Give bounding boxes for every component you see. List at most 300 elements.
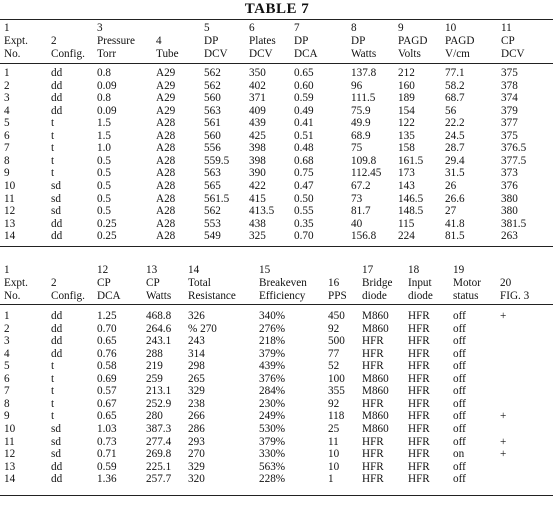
table-cell: 6 [4, 129, 10, 142]
table-cell: 68.7 [445, 92, 465, 105]
table-cell: 288 [146, 347, 163, 360]
table-cell: 374 [501, 92, 518, 105]
table-cell: dd [51, 335, 63, 348]
column-header-line: 12 [97, 264, 109, 276]
table-cell: dd [51, 310, 63, 322]
table-cell: 0.41 [294, 117, 314, 130]
table-cell: 375 [501, 67, 518, 79]
table-cell: 0.76 [97, 347, 117, 360]
table-cell: 259 [146, 372, 163, 385]
column-header-line: 3 [97, 22, 103, 34]
column-header-line: Torr [97, 48, 117, 60]
table-cell: 263 [501, 230, 518, 243]
column-header-line: Efficiency [259, 290, 306, 302]
table-cell: A28 [156, 192, 176, 205]
table-cell: dd [51, 79, 63, 92]
table-row [0, 410, 554, 423]
table-cell: 379% [259, 347, 286, 360]
table-cell: off [453, 385, 466, 398]
column-header-line: CP [146, 277, 160, 289]
table-cell: 402 [249, 79, 266, 92]
table-row [0, 92, 554, 105]
table-cell: 378 [501, 79, 518, 92]
table-cell: M860 [362, 422, 389, 435]
table-cell: 265 [188, 372, 205, 385]
table-cell: 161.5 [398, 154, 424, 167]
column-header-line: V/cm [445, 48, 470, 60]
table-row [0, 348, 554, 361]
table-cell: 266 [188, 410, 205, 423]
column-header-line: DCV [249, 48, 273, 60]
table-cell: 0.49 [294, 104, 314, 117]
table-cell: 565 [204, 179, 221, 192]
table-cell: t [51, 167, 55, 180]
table-cell: 1.0 [97, 142, 111, 155]
table-cell: A29 [156, 104, 176, 117]
table-cell: 249% [259, 410, 286, 423]
column-header-line: diode [408, 290, 433, 302]
column-header-line: PPS [328, 290, 347, 302]
column-header-line: 18 [408, 264, 420, 276]
table-cell: 350 [249, 67, 266, 79]
table-cell: 10 [328, 460, 340, 473]
table-cell: HFR [408, 385, 430, 398]
table-cell: sd [51, 179, 61, 192]
column-header-line: DCV [204, 48, 228, 60]
table-cell: HFR [362, 347, 384, 360]
column-header-line: Motor [453, 277, 481, 289]
table-cell: dd [51, 217, 63, 230]
table-cell: 238 [188, 397, 205, 410]
table-cell: 326 [188, 310, 205, 322]
column-header-line: 2 [51, 35, 57, 47]
table-cell: 0.5 [97, 167, 111, 180]
column-header-line: 4 [156, 35, 162, 47]
table-cell: 329 [188, 385, 205, 398]
table-cell: 0.48 [294, 142, 314, 155]
table-cell: off [453, 347, 466, 360]
table-cell: 58.2 [445, 79, 465, 92]
table-cell: 118 [328, 410, 345, 423]
table-cell: 10 [328, 448, 340, 461]
table-cell: 0.65 [294, 67, 314, 79]
table1-header [0, 22, 554, 62]
table-cell: 409 [249, 104, 266, 117]
table-cell: 109.8 [351, 154, 377, 167]
table-cell: M860 [362, 385, 389, 398]
table-cell: 122 [398, 117, 415, 130]
table-cell: 0.09 [97, 104, 117, 117]
table-cell: 41.8 [445, 217, 465, 230]
table-cell: 277.4 [146, 435, 172, 448]
table-cell: t [51, 410, 55, 423]
column-header-line: Pressure [97, 35, 135, 47]
table-cell: 0.51 [294, 129, 314, 142]
table-cell: A28 [156, 117, 176, 130]
table-cell: off [453, 460, 466, 473]
table-cell: A29 [156, 67, 176, 79]
table-cell: off [453, 435, 466, 448]
table-cell: off [453, 422, 466, 435]
table-cell: 26.6 [445, 192, 465, 205]
table-cell: 355 [328, 385, 345, 398]
table-cell: 422 [249, 179, 266, 192]
table-row [0, 436, 554, 449]
column-header-line: Volts [398, 48, 421, 60]
table-cell: 218% [259, 335, 286, 348]
column-header-line: No. [4, 290, 21, 302]
table-cell: 0.35 [294, 217, 314, 230]
column-header-line: 1 [4, 264, 10, 276]
table-cell: 154 [398, 104, 415, 117]
table-cell: 425 [249, 129, 266, 142]
table-cell: 31.5 [445, 167, 465, 180]
table-cell: 11 [4, 435, 15, 448]
table-cell: 0.50 [294, 192, 314, 205]
column-header-line: Bridge [362, 277, 393, 289]
table-cell: M860 [362, 310, 389, 322]
table-cell: 1.36 [97, 473, 117, 486]
table-cell: 67.2 [351, 179, 371, 192]
table-cell: 14 [4, 230, 16, 243]
column-header-line: status [453, 290, 479, 302]
table-cell: 40 [351, 217, 363, 230]
table-cell: A29 [156, 79, 176, 92]
table-cell: 559.5 [204, 154, 230, 167]
table-cell: sd [51, 422, 61, 435]
table-cell: 563 [204, 104, 221, 117]
table-cell: 81.5 [445, 230, 465, 243]
table-cell: 77 [328, 347, 340, 360]
table-cell: off [453, 322, 466, 335]
column-header-line: diode [362, 290, 387, 302]
table-cell: HFR [362, 460, 384, 473]
table-cell: 0.65 [97, 335, 117, 348]
table-cell: A28 [156, 129, 176, 142]
table-cell: 1.03 [97, 422, 117, 435]
column-header-line: Expt. [4, 35, 28, 47]
table-cell: 27 [445, 205, 457, 218]
table-cell: 111.5 [351, 92, 376, 105]
table-cell: dd [51, 67, 63, 79]
table-cell: A28 [156, 217, 176, 230]
table-cell: 398 [249, 154, 266, 167]
table-cell: 0.5 [97, 205, 111, 218]
table-cell: 156.8 [351, 230, 377, 243]
table-cell: 213.1 [146, 385, 172, 398]
table-cell: + [500, 410, 507, 423]
column-header-line: 11 [501, 22, 512, 34]
table-cell: sd [51, 205, 61, 218]
table-cell: 75 [351, 142, 363, 155]
table-row [0, 473, 554, 486]
table-row [0, 105, 554, 118]
table-cell: 0.8 [97, 67, 111, 79]
table-cell: 530% [259, 422, 286, 435]
table-cell: 0.68 [294, 154, 314, 167]
table-cell: A28 [156, 142, 176, 155]
table-cell: 563 [204, 167, 221, 180]
table-cell: 81.7 [351, 205, 371, 218]
table-cell: 12 [4, 448, 16, 461]
table-cell: sd [51, 435, 61, 448]
table-cell: 22.2 [445, 117, 465, 130]
table-cell: 0.47 [294, 179, 314, 192]
bottom-rule [0, 495, 553, 496]
column-header-line: 14 [188, 264, 200, 276]
table-cell: HFR [362, 335, 384, 348]
table-cell: 314 [188, 347, 205, 360]
column-header-line: No. [4, 48, 21, 60]
table-cell: 52 [328, 360, 340, 373]
table-cell: 284% [259, 385, 286, 398]
table-cell: 13 [4, 217, 16, 230]
table-cell: 8 [4, 154, 10, 167]
table-cell: 0.65 [97, 410, 117, 423]
column-header-line: 9 [398, 22, 404, 34]
table-cell: 500 [328, 335, 345, 348]
table2-header [0, 264, 554, 304]
table-cell: 13 [4, 460, 16, 473]
column-header-line: 13 [146, 264, 158, 276]
table-cell: 8 [4, 397, 10, 410]
table-cell: t [51, 117, 55, 130]
column-header-line: 8 [351, 22, 357, 34]
table-cell: 14 [4, 473, 16, 486]
table-cell: 280 [146, 410, 163, 423]
table-row [0, 423, 554, 436]
table-cell: 0.55 [294, 205, 314, 218]
table-cell: 212 [398, 67, 415, 79]
table-cell: off [453, 335, 466, 348]
table-cell: 325 [249, 230, 266, 243]
column-header-line: PAGD [398, 35, 428, 47]
table-cell: 0.70 [97, 322, 117, 335]
column-header-line: Watts [351, 48, 377, 60]
table-cell: dd [51, 230, 63, 243]
table-cell: 5 [4, 117, 10, 130]
column-header-line: 2 [51, 277, 57, 289]
table-row [0, 230, 554, 243]
table-cell: 2 [4, 322, 10, 335]
table-cell: off [453, 473, 466, 486]
table-cell: 228% [259, 473, 286, 486]
table-cell: 553 [204, 217, 221, 230]
table-cell: t [51, 385, 55, 398]
table-row [0, 193, 554, 206]
table-cell: HFR [362, 448, 384, 461]
column-header-line: Config. [51, 290, 85, 302]
table-cell: 11 [4, 192, 15, 205]
table-cell: 1.5 [97, 129, 111, 142]
table-cell: M860 [362, 372, 389, 385]
column-header-line: CP [97, 277, 111, 289]
table-cell: 276% [259, 322, 286, 335]
table-cell: 143 [398, 179, 415, 192]
table-cell: t [51, 154, 55, 167]
table-cell: dd [51, 104, 63, 117]
table-cell: 243.1 [146, 335, 172, 348]
mid-rule [0, 246, 553, 247]
table-cell: off [453, 372, 466, 385]
table-cell: 0.8 [97, 92, 111, 105]
table-cell: sd [51, 192, 61, 205]
table-cell: 340% [259, 310, 286, 322]
table-cell: 73 [351, 192, 363, 205]
table-cell: 2 [4, 79, 10, 92]
table-cell: HFR [408, 435, 430, 448]
table-cell: 148.5 [398, 205, 424, 218]
table-cell: 0.70 [294, 230, 314, 243]
table-cell: 257.7 [146, 473, 172, 486]
table-row [0, 335, 554, 348]
column-header-line: Resistance [188, 290, 236, 302]
table-cell: A28 [156, 205, 176, 218]
table-cell: 560 [204, 129, 221, 142]
table-title: TABLE 7 [244, 1, 310, 17]
table-cell: 468.8 [146, 310, 172, 322]
table-cell: 379% [259, 435, 286, 448]
table-cell: 115 [398, 217, 415, 230]
table-cell: t [51, 142, 55, 155]
table-cell: 377.5 [501, 154, 527, 167]
table-cell: off [453, 310, 466, 322]
table-cell: HFR [362, 360, 384, 373]
table-cell: 450 [328, 310, 345, 322]
table-cell: 29.4 [445, 154, 465, 167]
table-row [0, 310, 554, 323]
table-cell: A29 [156, 92, 176, 105]
table-cell: 376 [501, 179, 518, 192]
table-cell: 96 [351, 79, 363, 92]
table-cell: 0.09 [97, 79, 117, 92]
table-cell: + [500, 310, 507, 322]
table-cell: 1.5 [97, 117, 111, 130]
table-cell: 6 [4, 372, 10, 385]
table-cell: HFR [408, 372, 430, 385]
table-row [0, 117, 554, 130]
column-header-line: Config. [51, 48, 85, 60]
table-cell: 3 [4, 92, 10, 105]
table-cell: 375 [501, 129, 518, 142]
column-header-line: PAGD [445, 35, 475, 47]
column-header-line: Breakeven [259, 277, 307, 289]
table-cell: 413.5 [249, 205, 275, 218]
column-header-line: 19 [453, 264, 465, 276]
column-header-line: Watts [146, 290, 172, 302]
table-cell: 3 [4, 335, 10, 348]
column-header-line: Tube [156, 48, 179, 60]
table-cell: 1 [328, 473, 334, 486]
table-cell: 330% [259, 448, 286, 461]
table-cell: 25 [328, 422, 340, 435]
table-cell: 387.3 [146, 422, 172, 435]
table-row [0, 142, 554, 155]
table-cell: 415 [249, 192, 266, 205]
table-row [0, 360, 554, 373]
table-cell: 75.9 [351, 104, 371, 117]
table-cell: + [500, 448, 507, 461]
table-cell: M860 [362, 322, 389, 335]
table-cell: 562 [204, 205, 221, 218]
table-cell: M860 [362, 410, 389, 423]
table-cell: 0.5 [97, 179, 111, 192]
table-cell: A28 [156, 167, 176, 180]
table-cell: 9 [4, 167, 10, 180]
table-cell: dd [51, 347, 63, 360]
table-cell: 4 [4, 104, 10, 117]
table-cell: 135 [398, 129, 415, 142]
table-cell: 0.75 [294, 167, 314, 180]
table-row [0, 218, 554, 231]
table-cell: 0.58 [97, 360, 117, 373]
table-cell: dd [51, 92, 63, 105]
table-cell: 11 [328, 435, 339, 448]
table-cell: 158 [398, 142, 415, 155]
column-header-line: DCV [501, 48, 525, 60]
table-row [0, 180, 554, 193]
table-cell: dd [51, 322, 63, 335]
table-cell: 100 [328, 372, 345, 385]
column-header-line: DP [294, 35, 309, 47]
table-cell: HFR [408, 322, 430, 335]
table-cell: 380 [501, 205, 518, 218]
table-cell: 243 [188, 335, 205, 348]
table-cell: 7 [4, 142, 10, 155]
table-cell: 371 [249, 92, 266, 105]
table-cell: 0.73 [97, 435, 117, 448]
column-header-line: 17 [362, 264, 374, 276]
table-cell: 549 [204, 230, 221, 243]
table-cell: HFR [408, 310, 430, 322]
table-cell: off [453, 360, 466, 373]
table-row [0, 155, 554, 168]
table-cell: 12 [4, 205, 16, 218]
table-cell: 0.69 [97, 372, 117, 385]
table-cell: 225.1 [146, 460, 172, 473]
table-cell: 92 [328, 397, 340, 410]
table-cell: A28 [156, 179, 176, 192]
table-cell: 1.25 [97, 310, 117, 322]
column-header-line: CP [501, 35, 515, 47]
table-cell: 189 [398, 92, 415, 105]
table-cell: HFR [408, 410, 430, 423]
table-cell: dd [51, 473, 63, 486]
table-cell: HFR [408, 448, 430, 461]
table-row [0, 385, 554, 398]
column-header-line: Expt. [4, 277, 28, 289]
table-cell: 439 [249, 117, 266, 130]
table-cell: 10 [4, 422, 16, 435]
table-cell: 0.60 [294, 79, 314, 92]
table-cell: 1 [4, 310, 10, 322]
column-header-line: 20 [500, 277, 512, 289]
table-cell: 293 [188, 435, 205, 448]
table-cell: 7 [4, 385, 10, 398]
table-cell: A28 [156, 154, 176, 167]
table-cell: 562 [204, 67, 221, 79]
table-cell: 380 [501, 192, 518, 205]
column-header-line: 15 [259, 264, 271, 276]
table1-header-rule [0, 63, 553, 64]
column-header-line: 1 [4, 22, 10, 34]
table-cell: + [500, 435, 507, 448]
table-cell: 0.67 [97, 397, 117, 410]
table-cell: 160 [398, 79, 415, 92]
table-cell: 438 [249, 217, 266, 230]
column-header-line: 6 [249, 22, 255, 34]
table-row [0, 461, 554, 474]
